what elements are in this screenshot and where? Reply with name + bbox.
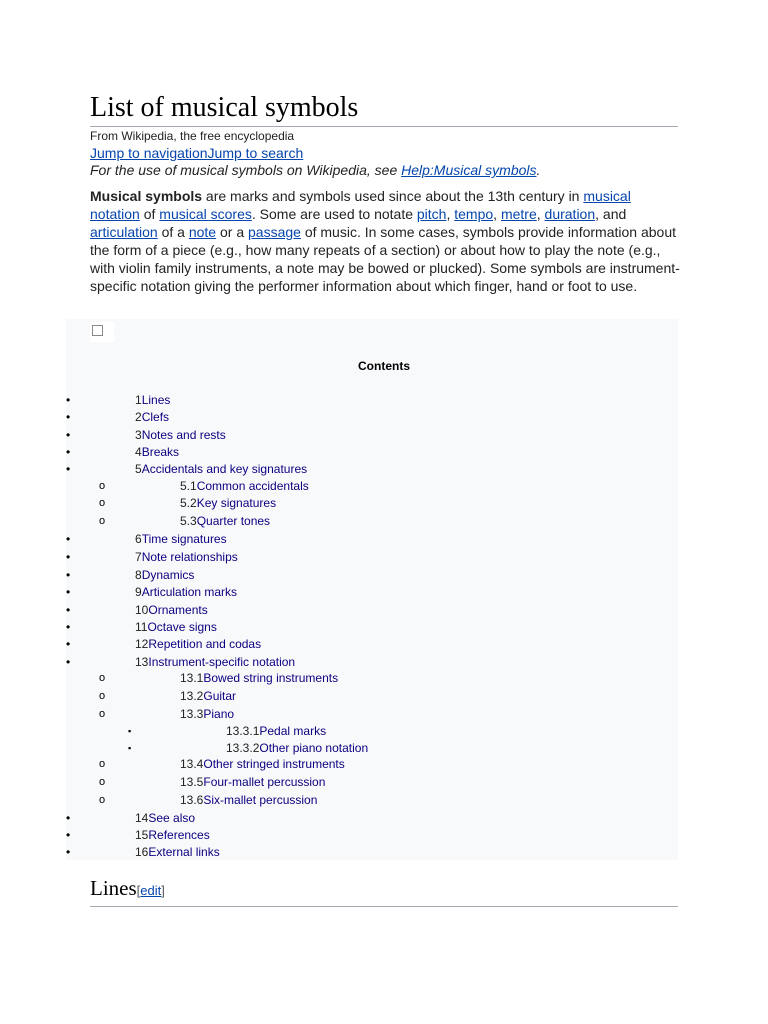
lead-text: or a [216, 224, 248, 240]
toc-item[interactable] [135, 392, 170, 409]
toc-bullet-icon: • [66, 462, 71, 476]
lead-bold-term: Musical symbols [90, 188, 203, 204]
toc-item-label[interactable]: Time signatures [141, 532, 227, 546]
lead-text: , [536, 206, 545, 222]
toc-item[interactable] [180, 670, 338, 687]
toc-item[interactable] [180, 792, 317, 809]
toc-item-number: 5.1 [180, 479, 197, 493]
edit-section-link[interactable]: edit [140, 883, 162, 898]
toc-item-number: 13.3 [180, 707, 204, 721]
toc-bullet-icon: o [99, 776, 106, 788]
lead-text: are marks and symbols used since about the 13th century in [202, 188, 584, 204]
toc-item-number: 13.1 [180, 671, 204, 685]
musical-scores-link[interactable]: musical scores [159, 206, 252, 222]
toc-item-number: 15 [135, 828, 149, 842]
toc-item-label[interactable]: Six-mallet percussion [203, 793, 318, 807]
toc-item-label[interactable]: See also [148, 811, 196, 825]
toc-item-number: 16 [135, 845, 149, 859]
toc-bullet-icon: • [66, 828, 71, 842]
toc-item-label[interactable]: References [148, 828, 210, 842]
toc-item[interactable] [226, 740, 368, 757]
toc-bullet-icon: o [99, 690, 106, 702]
toc-item-number: 6 [135, 532, 142, 546]
toc-item-label[interactable]: Quarter tones [196, 514, 271, 528]
toc-bullet-icon: o [99, 794, 106, 806]
toc-item[interactable] [135, 584, 237, 601]
toc-item-label[interactable]: Lines [141, 393, 171, 407]
toc-item-label[interactable]: Bowed string instruments [203, 671, 339, 685]
duration-link[interactable]: duration [544, 206, 596, 222]
edit-bracket-open: [ [136, 883, 141, 898]
pitch-link[interactable]: pitch [416, 206, 447, 222]
toc-item-number: 13 [135, 655, 149, 669]
toc-item[interactable] [135, 461, 307, 478]
toc-item-label[interactable]: Clefs [141, 410, 170, 424]
site-sub: From Wikipedia, the free encyclopedia [90, 129, 295, 143]
toc-item-label[interactable]: Ornaments [148, 603, 208, 617]
toc-item[interactable] [135, 619, 217, 636]
jump-to-navigation-link[interactable]: Jump to navigation [90, 145, 208, 161]
toc-item-number: 13.3.2 [226, 741, 260, 755]
lead-text: of [139, 206, 160, 222]
toc-item-label[interactable]: Four-mallet percussion [203, 775, 326, 789]
toc-item[interactable] [180, 706, 234, 723]
toc-item-number: 13.5 [180, 775, 204, 789]
toc-bullet-icon: • [66, 620, 71, 634]
edit-section [137, 883, 165, 898]
toc-item-number: 11 [135, 620, 148, 634]
toc-title: Contents [358, 359, 410, 373]
toc-item-number: 8 [135, 568, 142, 582]
hatnote-suffix: . [536, 162, 541, 178]
toc-item-label[interactable]: Dynamics [141, 568, 195, 582]
toc-item[interactable] [180, 495, 276, 512]
toc-item[interactable] [135, 844, 220, 861]
toc-item[interactable] [180, 478, 309, 495]
toc-bullet-icon: ▪ [128, 743, 132, 753]
toc-item-label[interactable]: Guitar [203, 689, 237, 703]
toc-item-number: 4 [135, 445, 142, 459]
toc-item-number: 9 [135, 585, 142, 599]
toc-item[interactable] [135, 409, 169, 426]
metre-link[interactable]: metre [500, 206, 537, 222]
toc-item[interactable] [135, 602, 208, 619]
passage-link[interactable]: passage [248, 224, 301, 240]
toc-item-number: 1 [135, 393, 142, 407]
toc-item-number: 7 [135, 550, 142, 564]
toc-item-label[interactable]: Accidentals and key signatures [141, 462, 308, 476]
toc-bullet-icon: • [66, 811, 71, 825]
lead-text: , [493, 206, 501, 222]
toc-item-label[interactable]: Common accidentals [196, 479, 309, 493]
toc-bullet-icon: o [99, 708, 106, 720]
toc-item-label[interactable]: Piano [203, 707, 235, 721]
toc-item-label[interactable]: External links [148, 845, 220, 859]
toc-item[interactable] [226, 723, 326, 740]
help-musical-symbols-link[interactable]: Help:Musical symbols [401, 162, 537, 178]
lead-text: . Some are used to notate [251, 206, 417, 222]
tempo-link[interactable]: tempo [454, 206, 494, 222]
toc-bullet-icon: o [99, 758, 106, 770]
toc-item[interactable] [135, 531, 227, 548]
toc-item[interactable] [135, 567, 194, 584]
toc-bullet-icon: o [99, 480, 106, 492]
jump-to-search-link[interactable]: Jump to search [207, 145, 304, 161]
toc-bullet-icon: • [66, 845, 71, 859]
edit-bracket-close: ] [161, 883, 165, 898]
toc-item-label[interactable]: Repetition and codas [148, 637, 262, 651]
toc-item[interactable] [135, 827, 210, 844]
toc-item-label[interactable]: Note relationships [141, 550, 238, 564]
toc-bullet-icon: o [99, 672, 106, 684]
note-link[interactable]: note [188, 224, 217, 240]
toc-bullet-icon: • [66, 532, 71, 546]
toc-item-number: 13.4 [180, 757, 204, 771]
section-heading-text: Lines [90, 876, 137, 900]
toc-bullet-icon: ▪ [128, 726, 132, 736]
toc-item-number: 12 [135, 637, 149, 651]
toc-item[interactable] [180, 756, 345, 773]
toc-bullet-icon: • [66, 428, 71, 442]
toc-item-label[interactable]: Key signatures [196, 496, 277, 510]
toc-item-number: 5.3 [180, 514, 197, 528]
toc-item[interactable] [135, 636, 261, 653]
hatnote-text: For the use of musical symbols on Wikipedia, see [90, 162, 402, 178]
toc-item-label[interactable]: Notes and rests [141, 428, 226, 442]
toc-item[interactable] [135, 427, 226, 444]
toc-bullet-icon: • [66, 550, 71, 564]
toc-item-number: 5.2 [180, 496, 197, 510]
toc-item-number: 13.6 [180, 793, 204, 807]
toc-item-number: 3 [135, 428, 142, 442]
toc-bullet-icon: • [66, 655, 71, 669]
toc-item-label[interactable]: Articulation marks [141, 585, 238, 599]
toc-item[interactable] [135, 810, 195, 827]
toc-item[interactable] [135, 549, 238, 566]
toc-bullet-icon: • [66, 603, 71, 617]
lead-text: , [446, 206, 455, 222]
toc-item[interactable] [180, 774, 325, 791]
toc-bullet-icon: • [66, 637, 71, 651]
toc-item-number: 14 [135, 811, 149, 825]
toc-item-label[interactable]: Other piano notation [259, 741, 369, 755]
toc-bullet-icon: • [66, 410, 71, 424]
toc-item[interactable] [135, 654, 295, 671]
lead-text: , and [595, 206, 627, 222]
toc-item-number: 13.2 [180, 689, 204, 703]
toc-bullet-icon: o [99, 515, 106, 527]
toc-item[interactable] [135, 444, 179, 461]
toc-bullet-icon: • [66, 445, 71, 459]
toc-item-number: 13.3.1 [226, 724, 260, 738]
musical-notation-link[interactable]: musical notation [90, 188, 631, 222]
toc-item-number: 2 [135, 410, 142, 424]
toc-item-label[interactable]: Instrument-specific notation [148, 655, 296, 669]
toc-item-label[interactable]: Other stringed instruments [203, 757, 345, 771]
toc-item[interactable] [180, 513, 270, 530]
toc-item-number: 10 [135, 603, 149, 617]
toc-bullet-icon: • [66, 568, 71, 582]
section-heading-lines [90, 874, 678, 907]
lead-text: of a [157, 224, 189, 240]
toc-item-number: 5 [135, 462, 142, 476]
toc-bullet-icon: • [66, 585, 71, 599]
lead-text: of music. In some cases, symbols provide information about the form of a piece (e.g., how many repeats of a section) or about how to play the note (e.g., with violin family instruments, a note may be bowed or plucked). Some symbols are instrument-specific notation giving the performer information about which finger, hand or foot to use. [90, 224, 680, 294]
toc-item-label[interactable]: Pedal marks [259, 724, 327, 738]
toc-bullet-icon: o [99, 497, 106, 509]
page-title: List of musical symbols [90, 90, 678, 127]
toc-item[interactable] [180, 688, 236, 705]
toc-item-label[interactable]: Octave signs [147, 620, 217, 634]
articulation-link[interactable]: articulation [90, 224, 158, 240]
toc-item-label[interactable]: Breaks [141, 445, 180, 459]
toc-bullet-icon: • [66, 393, 71, 407]
